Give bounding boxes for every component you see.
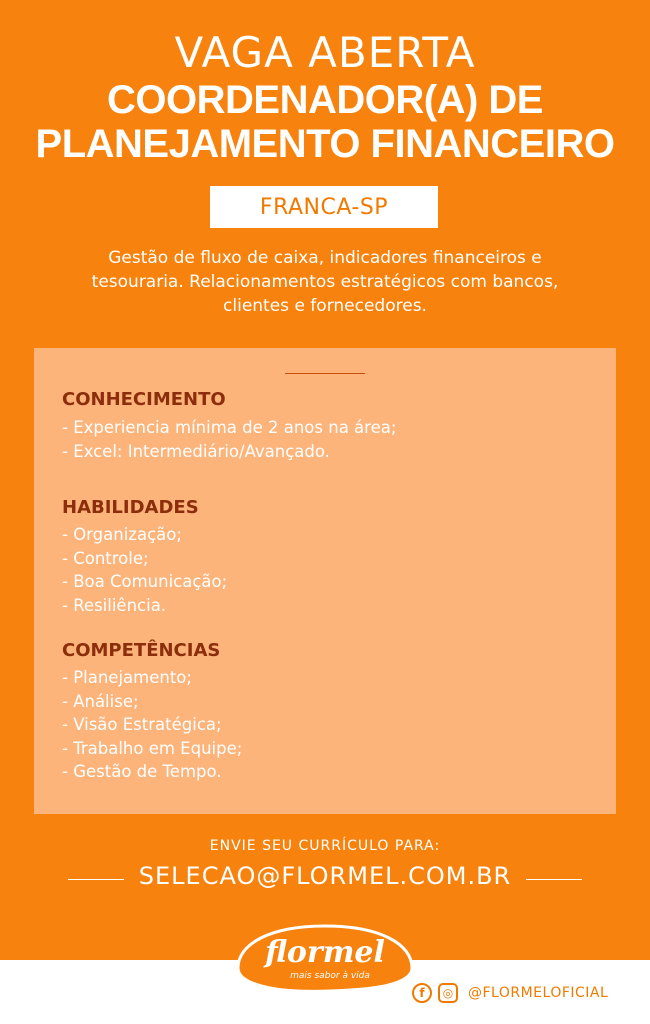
list-item: - Gestão de Tempo. <box>62 762 222 781</box>
list-item: - Controle; <box>62 548 149 568</box>
logo-wordmark: flormel <box>265 935 385 970</box>
panel-divider <box>285 373 365 374</box>
cta-label: ENVIE SEU CURRÍCULO PARA: <box>209 838 441 854</box>
social-bar <box>412 982 608 1004</box>
section-title-competencias: COMPETÊNCIAS <box>62 640 221 661</box>
section-title-conhecimento: CONHECIMENTO <box>62 389 226 410</box>
cta-line-right <box>526 879 582 880</box>
cta-row <box>0 862 650 894</box>
conhecimento-list <box>62 416 396 463</box>
list-item: - Trabalho em Equipe; <box>62 738 243 758</box>
description-line: clientes e fornecedores. <box>223 296 427 316</box>
social-handle[interactable]: @FLORMELOFICIAL <box>468 985 609 1001</box>
list-item: - Resiliência. <box>62 595 167 615</box>
job-title-line-1: COORDENADOR(A) DE <box>107 78 543 122</box>
logo-tagline: mais sabor à vida <box>290 971 370 981</box>
job-title-line-2: PLANEJAMENTO FINANCEIRO <box>35 122 615 166</box>
list-item: - Análise; <box>62 691 139 711</box>
description-line: tesouraria. Relacionamentos estratégicos com bancos, <box>91 272 559 292</box>
list-item: - Visão Estratégica; <box>62 715 222 734</box>
headline-vaga-aberta: VAGA ABERTA <box>174 28 476 77</box>
list-item: - Planejamento; <box>62 668 192 687</box>
competencias-list <box>62 666 242 784</box>
habilidades-list <box>62 523 227 617</box>
description-line: Gestão de fluxo de caixa, indicadores financeiros e <box>108 248 542 268</box>
location-badge: FRANCA-SP <box>210 186 438 228</box>
list-item: - Excel: Intermediário/Avançado. <box>62 441 330 461</box>
job-description <box>40 246 610 318</box>
list-item: - Organização; <box>62 525 182 544</box>
instagram-icon[interactable]: ◎ <box>438 983 458 1003</box>
section-title-habilidades: HABILIDADES <box>62 497 199 518</box>
flormel-logo <box>230 914 420 994</box>
job-title <box>0 78 650 166</box>
email-link[interactable]: SELECAO@FLORMEL.COM.BR <box>138 862 512 890</box>
list-item: - Boa Comunicação; <box>62 572 228 591</box>
list-item: - Experiencia mínima de 2 anos na área; <box>62 418 397 437</box>
facebook-icon[interactable]: f <box>412 983 432 1003</box>
